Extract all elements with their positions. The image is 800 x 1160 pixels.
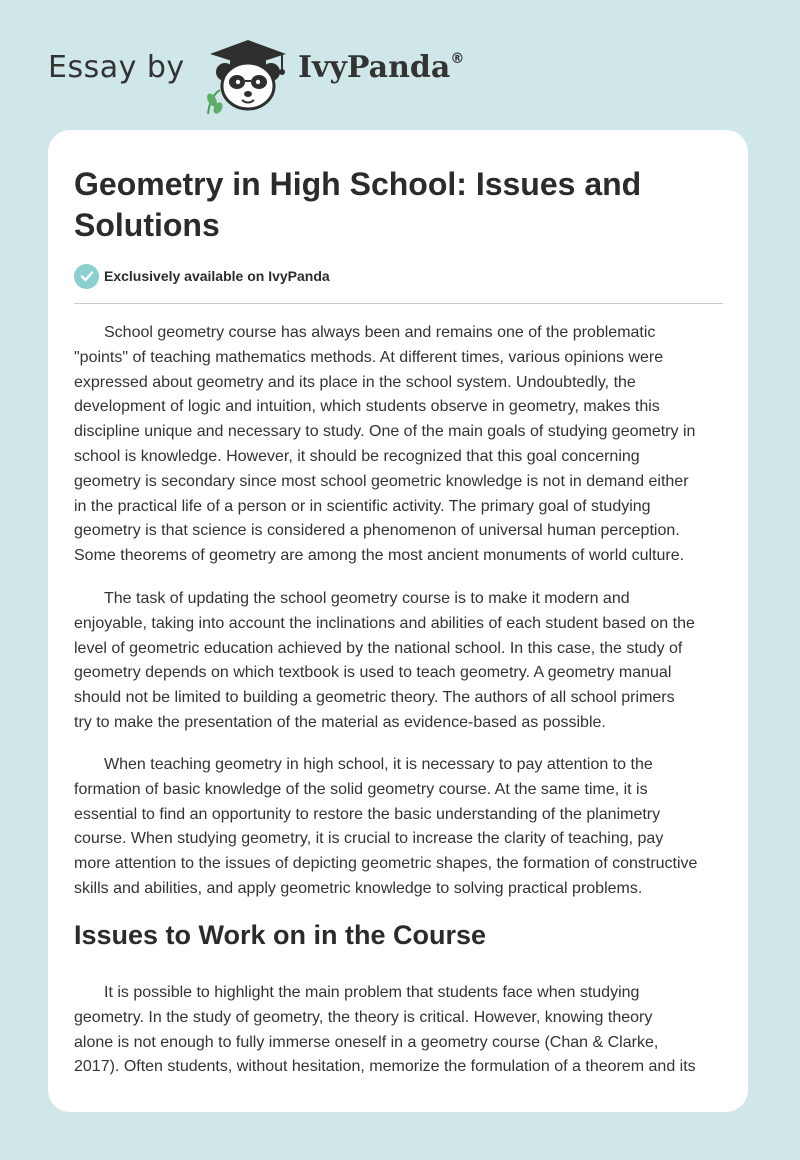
paragraph-3 bbox=[74, 753, 726, 902]
paragraph-line: level of geometric education achieved by the national school. In this case, the study of bbox=[74, 639, 683, 657]
paragraph-line: enjoyable, taking into account the inclinations and abilities of each student based on the bbox=[74, 614, 695, 632]
paragraph-2 bbox=[74, 587, 726, 736]
brand-text: IvyPanda bbox=[298, 50, 451, 85]
paragraph-line: should not be limited to building a geometric theory. The authors of all school primers bbox=[74, 689, 675, 707]
paragraph-line: skills and abilities, and apply geometric knowledge to solving practical problems. bbox=[74, 879, 643, 897]
paragraph-line: geometry is secondary since most school geometric knowledge is not in demand either bbox=[74, 472, 689, 490]
paragraph-line: It is possible to highlight the main problem that students face when studying bbox=[104, 984, 640, 1001]
paragraph-line: geometry depends on which textbook is used to teach geometry. A geometry manual bbox=[74, 664, 672, 682]
paragraph-line: expressed about geometry and its place in the school system. Undoubtedly, the bbox=[74, 373, 636, 391]
paragraph-line: try to make the presentation of the material as evidence-based as possible. bbox=[74, 713, 606, 731]
paragraph-line: development of logic and intuition, which students observe in geometry, makes this bbox=[74, 398, 660, 416]
paragraph-line: geometry. In the study of geometry, the theory is critical. However, knowing theory bbox=[74, 1008, 653, 1026]
paragraph-line: alone is not enough to fully immerse oneself in a geometry course (Chan & Clarke, bbox=[74, 1033, 659, 1051]
panda-logo-icon[interactable] bbox=[200, 34, 295, 114]
section-heading: Issues to Work on in the Course bbox=[74, 920, 487, 950]
paragraph-line: more attention to the issues of depicting geometric shapes, the formation of constructive bbox=[74, 855, 698, 873]
paragraph-line: "points" of teaching mathematics methods. At different times, various opinions were bbox=[74, 348, 664, 366]
paragraph-1 bbox=[74, 321, 726, 569]
paragraph-line: School geometry course has always been and remains one of the problematic bbox=[104, 324, 656, 341]
paragraph-line: essential to find an opportunity to restore the basic understanding of the planimetry bbox=[74, 805, 661, 823]
registered-mark: ® bbox=[450, 51, 465, 67]
paragraph-line: The task of updating the school geometry course is to make it modern and bbox=[104, 590, 630, 607]
brand-name[interactable] bbox=[298, 50, 464, 85]
paragraph-line: Some theorems of geometry are among the most ancient monuments of world culture. bbox=[74, 547, 685, 565]
paragraph-line: in the practical life of a person or in scientific activity. The primary goal of studying bbox=[74, 497, 651, 515]
paragraph-line: formation of basic knowledge of the solid geometry course. At the same time, it is bbox=[74, 780, 648, 798]
paragraph-line: geometry is that science is considered a phenomenon of universal human perception. bbox=[74, 522, 680, 540]
article-card bbox=[48, 130, 748, 1112]
essay-by-label: Essay by bbox=[48, 50, 185, 85]
paragraph-line: When teaching geometry in high school, it is necessary to pay attention to the bbox=[104, 756, 653, 773]
paragraph-line: course. When studying geometry, it is crucial to increase the clarity of teaching, pay bbox=[74, 830, 664, 848]
paragraph-line: school is knowledge. However, it should be recognized that this goal concerning bbox=[74, 447, 640, 465]
site-header bbox=[0, 0, 800, 120]
paragraph-line: 2017). Often students, without hesitation, memorize the formulation of a theorem and its bbox=[74, 1058, 696, 1076]
exclusive-badge bbox=[74, 263, 330, 289]
exclusive-badge-label: Exclusively available on IvyPanda bbox=[104, 268, 330, 284]
paragraph-line: discipline unique and necessary to study. One of the main goals of studying geometry in bbox=[74, 423, 696, 441]
check-icon bbox=[74, 264, 99, 289]
article-title: Geometry in High School: Issues and Solutions bbox=[74, 166, 642, 243]
paragraph-4 bbox=[74, 981, 726, 1080]
divider bbox=[74, 303, 723, 304]
